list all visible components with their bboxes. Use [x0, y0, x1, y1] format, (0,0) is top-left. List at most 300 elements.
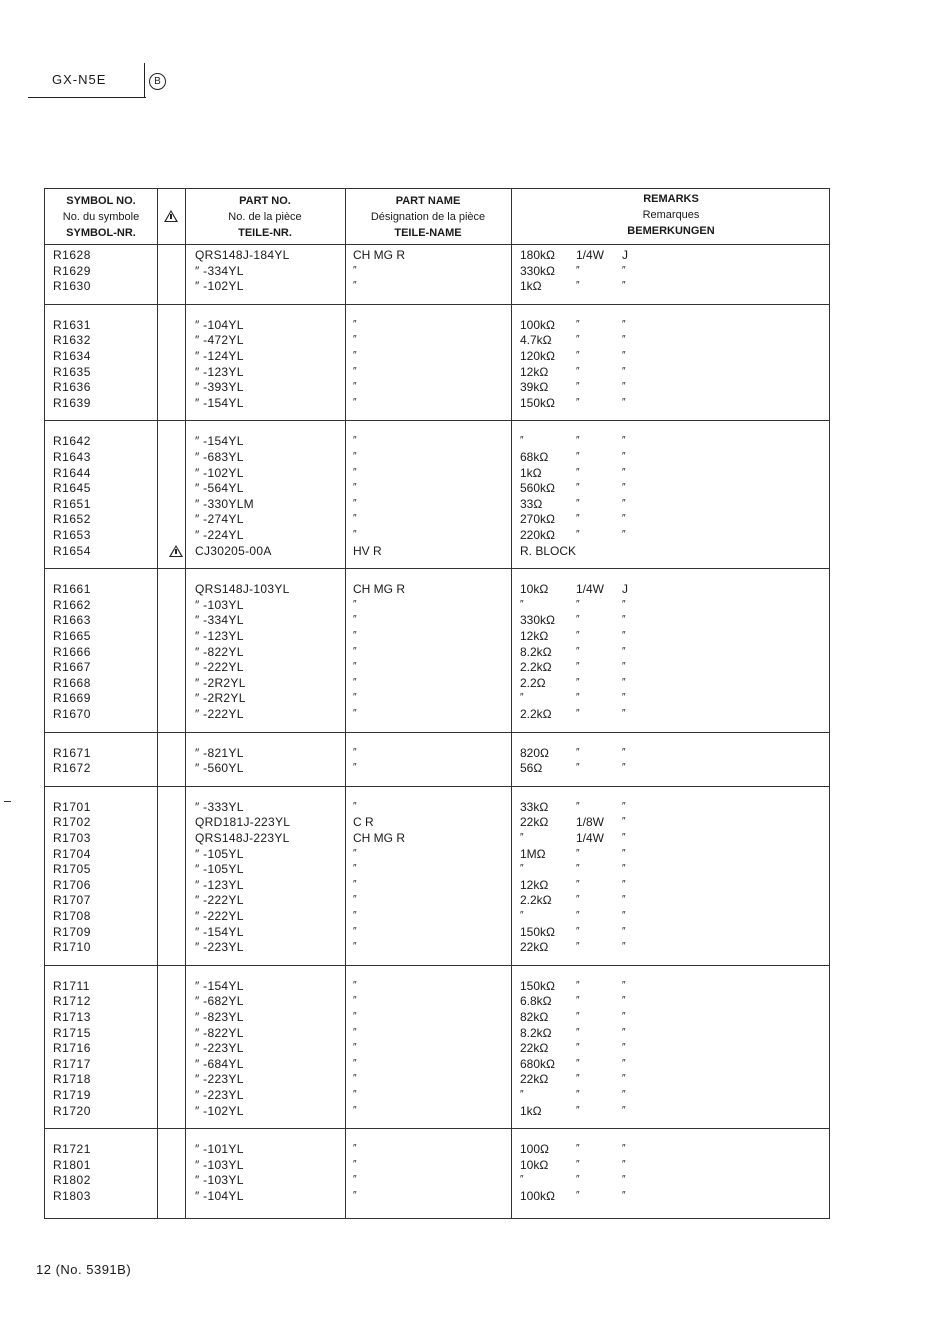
part-no-cell: ″ -101YL: [195, 1142, 244, 1157]
power-cell: ″: [576, 925, 580, 937]
symbol-cell: R1645: [53, 481, 91, 496]
power-cell: ″: [576, 1089, 580, 1100]
part-no-cell: ″ -154YL: [195, 434, 244, 449]
symbol-cell: R1630: [53, 279, 91, 294]
tolerance-cell: ″: [622, 995, 626, 1007]
part-no-cell: ″ -103YL: [195, 1173, 244, 1188]
table-row: [45, 1056, 831, 1072]
symbol-cell: R1672: [53, 761, 91, 776]
value-cell: 180kΩ: [520, 248, 555, 262]
symbol-cell: R1669: [53, 691, 91, 706]
tolerance-cell: ″: [622, 1057, 626, 1069]
part-name-cell: ″: [353, 598, 357, 610]
table-row: [45, 628, 831, 644]
tolerance-cell: ″: [622, 661, 626, 673]
model-underline: [28, 97, 146, 98]
part-no-cell: ″ -333YL: [195, 799, 244, 814]
group-divider-line: [45, 420, 829, 421]
part-name-cell: ″: [353, 513, 357, 525]
tolerance-cell: ″: [622, 692, 626, 704]
value-cell: 4.7kΩ: [520, 333, 552, 348]
part-no-cell: ″ -105YL: [195, 862, 244, 877]
value-cell: ″: [520, 692, 524, 704]
tolerance-cell: ″: [622, 334, 626, 346]
tolerance-cell: J: [622, 582, 628, 597]
tolerance-cell: ″: [622, 280, 626, 292]
tolerance-cell: ″: [622, 708, 626, 719]
tolerance-cell: ″: [622, 497, 626, 509]
power-cell: 1/8W: [576, 815, 605, 830]
power-cell: ″: [576, 863, 580, 875]
part-name-cell: ″: [353, 318, 357, 330]
table-row: [45, 364, 831, 380]
value-cell: 2.2Ω: [520, 675, 546, 690]
power-cell: 1/4W: [576, 831, 605, 845]
group-divider-line: [45, 568, 829, 569]
symbol-cell: R1715: [53, 1025, 91, 1040]
part-no-cell: ″ -223YL: [195, 1041, 244, 1056]
tolerance-cell: ″: [622, 482, 626, 494]
part-name-cell: ″: [353, 334, 357, 346]
value-cell: 1kΩ: [520, 465, 542, 480]
tolerance-cell: ″: [622, 1073, 626, 1085]
part-name-cell: ″: [353, 1104, 357, 1116]
symbol-cell: R1651: [53, 496, 91, 511]
part-no-cell: ″ -223YL: [195, 1072, 244, 1087]
symbol-cell: R1628: [53, 248, 91, 262]
symbol-cell: R1670: [53, 707, 91, 721]
value-cell: 2.2kΩ: [520, 707, 552, 721]
power-cell: ″: [576, 800, 580, 812]
table-row: [45, 247, 831, 263]
table-row: [45, 760, 831, 776]
value-cell: 150kΩ: [520, 395, 555, 410]
table-row: [45, 993, 831, 1009]
power-cell: ″: [576, 1143, 580, 1155]
part-name-cell: ″: [353, 350, 357, 361]
symbol-cell: R1666: [53, 644, 91, 659]
part-no-cell: ″ -223YL: [195, 940, 244, 955]
part-no-cell: ″ -821YL: [195, 745, 244, 760]
part-no-cell: ″ -103YL: [195, 1157, 244, 1172]
table-row: [45, 433, 831, 449]
table-row: [45, 465, 831, 481]
power-cell: ″: [576, 1026, 580, 1038]
symbol-cell: R1718: [53, 1072, 91, 1087]
power-cell: ″: [576, 1042, 580, 1054]
power-cell: ″: [576, 847, 580, 859]
part-name-cell: ″: [353, 941, 357, 953]
value-cell: 6.8kΩ: [520, 994, 552, 1009]
tolerance-cell: ″: [622, 1104, 626, 1116]
table-row: [45, 1188, 831, 1204]
group-divider-line: [45, 304, 829, 305]
symbol-cell: R1716: [53, 1041, 91, 1056]
group-divider-line: [45, 965, 829, 966]
part-name-cell: ″: [353, 692, 357, 704]
table-row: [45, 939, 831, 955]
parts-list-table: [44, 188, 830, 1219]
symbol-cell: R1654: [53, 543, 91, 558]
part-name-cell: ″: [353, 645, 357, 657]
table-row: [45, 877, 831, 893]
part-no-cell: ″ -123YL: [195, 364, 244, 379]
table-row: [45, 1071, 831, 1087]
symbol-cell: R1639: [53, 395, 91, 410]
safety-warning-icon: [169, 545, 183, 557]
value-cell: ″: [520, 1174, 524, 1186]
table-row: [45, 317, 831, 333]
symbol-cell: R1706: [53, 877, 91, 892]
part-name-cell: C R: [353, 815, 374, 830]
table-row: [45, 675, 831, 691]
symbol-cell: R1635: [53, 364, 91, 379]
table-row: [45, 1087, 831, 1103]
power-cell: ″: [576, 365, 580, 377]
column-header-part-name: PART NAME Désignation de la pièce TEILE-NAME: [370, 195, 486, 239]
power-cell: ″: [576, 878, 580, 890]
tolerance-cell: ″: [622, 762, 626, 774]
part-no-cell: ″ -683YL: [195, 450, 244, 464]
power-cell: ″: [576, 1174, 580, 1186]
header-divider-line: [45, 244, 829, 245]
symbol-cell: R1719: [53, 1088, 91, 1102]
value-cell: 270kΩ: [520, 512, 555, 527]
value-cell: 100kΩ: [520, 317, 555, 332]
power-cell: ″: [576, 630, 580, 641]
part-name-cell: ″: [353, 894, 357, 906]
power-cell: ″: [576, 614, 580, 626]
group-divider-line: [45, 732, 829, 733]
value-cell: 33Ω: [520, 496, 543, 511]
tolerance-cell: ″: [622, 832, 626, 843]
symbol-cell: R1721: [53, 1142, 91, 1157]
power-cell: ″: [576, 645, 580, 657]
value-cell: 39kΩ: [520, 380, 549, 395]
part-name-cell: ″: [353, 614, 357, 626]
table-row: [45, 814, 831, 830]
tolerance-cell: ″: [622, 863, 626, 875]
power-cell: ″: [576, 762, 580, 774]
part-no-cell: ″ -822YL: [195, 1025, 244, 1040]
value-cell: 2.2kΩ: [520, 660, 552, 675]
table-row: [45, 278, 831, 294]
table-row: [45, 597, 831, 613]
power-cell: ″: [576, 513, 580, 525]
value-cell: ″: [520, 863, 524, 875]
part-name-cell: ″: [353, 1026, 357, 1038]
table-row: [45, 830, 831, 846]
part-no-cell: ″ -334YL: [195, 613, 244, 628]
value-cell: 220kΩ: [520, 528, 555, 542]
margin-mark: [4, 801, 11, 802]
part-name-cell: ″: [353, 746, 357, 758]
symbol-cell: R1713: [53, 1010, 91, 1024]
tolerance-cell: ″: [622, 318, 626, 330]
tolerance-cell: ″: [622, 1042, 626, 1054]
part-no-cell: ″ -2R2YL: [195, 691, 246, 706]
column-header-part-no: PART NO. No. de la pièce TEILE-NR.: [228, 195, 302, 239]
value-cell: 120kΩ: [520, 349, 555, 363]
power-cell: ″: [576, 708, 580, 719]
value-cell: R. BLOCK: [520, 543, 577, 558]
part-no-cell: ″ -154YL: [195, 978, 244, 993]
tolerance-cell: ″: [622, 381, 626, 393]
tolerance-cell: ″: [622, 1026, 626, 1038]
header-divider: [144, 63, 145, 98]
symbol-cell: R1705: [53, 862, 91, 877]
value-cell: ″: [520, 910, 524, 921]
power-cell: ″: [576, 1158, 580, 1170]
table-row: [45, 892, 831, 908]
part-no-cell: QRS148J-184YL: [195, 248, 290, 262]
table-row: [45, 1040, 831, 1056]
power-cell: ″: [576, 350, 580, 361]
value-cell: 820Ω: [520, 745, 549, 760]
table-row: [45, 332, 831, 348]
value-cell: 33kΩ: [520, 799, 549, 814]
power-cell: 1/4W: [576, 248, 605, 262]
table-row: [45, 644, 831, 660]
model-number: GX-N5E: [52, 72, 107, 87]
tolerance-cell: ″: [622, 350, 626, 361]
part-name-cell: ″: [353, 995, 357, 1007]
part-no-cell: ″ -2R2YL: [195, 675, 246, 690]
tolerance-cell: ″: [622, 746, 626, 758]
power-cell: ″: [576, 280, 580, 292]
part-no-cell: QRS148J-223YL: [195, 831, 290, 845]
part-no-cell: ″ -104YL: [195, 317, 244, 332]
group-divider-line: [45, 1128, 829, 1129]
table-row: [45, 496, 831, 512]
part-name-cell: ″: [353, 661, 357, 673]
tolerance-cell: ″: [622, 513, 626, 525]
part-name-cell: CH MG R: [353, 831, 405, 845]
part-no-cell: ″ -123YL: [195, 629, 244, 643]
part-name-cell: ″: [353, 676, 357, 688]
power-cell: 1/4W: [576, 582, 605, 597]
part-no-cell: ″ -224YL: [195, 528, 244, 542]
value-cell: 82kΩ: [520, 1010, 549, 1024]
symbol-cell: R1802: [53, 1173, 91, 1188]
symbol-cell: R1701: [53, 799, 91, 814]
tolerance-cell: ″: [622, 435, 626, 447]
tolerance-cell: ″: [622, 1011, 626, 1022]
tolerance-cell: ″: [622, 1174, 626, 1186]
table-row: [45, 846, 831, 862]
symbol-cell: R1642: [53, 434, 91, 449]
tolerance-cell: ″: [622, 630, 626, 641]
part-no-cell: ″ -154YL: [195, 395, 244, 410]
region-mark-badge: B: [149, 73, 166, 90]
tolerance-cell: ″: [622, 816, 626, 828]
part-no-cell: ″ -564YL: [195, 481, 244, 496]
value-cell: ″: [520, 832, 524, 843]
part-name-cell: ″: [353, 863, 357, 875]
power-cell: ″: [576, 692, 580, 704]
part-no-cell: ″ -472YL: [195, 333, 244, 348]
part-name-cell: ″: [353, 1011, 357, 1022]
tolerance-cell: ″: [622, 529, 626, 540]
symbol-cell: R1720: [53, 1103, 91, 1118]
power-cell: ″: [576, 334, 580, 346]
value-cell: ″: [520, 1089, 524, 1100]
column-header-remarks: REMARKS Remarques BEMERKUNGEN: [627, 193, 715, 237]
part-name-cell: CH MG R: [353, 248, 405, 262]
table-row: [45, 379, 831, 395]
part-no-cell: ″ -222YL: [195, 707, 244, 721]
part-no-cell: ″ -823YL: [195, 1010, 244, 1024]
value-cell: 1kΩ: [520, 1103, 542, 1118]
part-name-cell: ″: [353, 529, 357, 540]
part-no-cell: ″ -334YL: [195, 263, 244, 278]
value-cell: 560kΩ: [520, 481, 555, 496]
value-cell: 22kΩ: [520, 940, 549, 955]
symbol-cell: R1712: [53, 994, 91, 1009]
part-no-cell: ″ -393YL: [195, 380, 244, 395]
value-cell: 680kΩ: [520, 1056, 555, 1071]
table-row: [45, 348, 831, 364]
power-cell: ″: [576, 482, 580, 494]
table-row: [45, 449, 831, 465]
table-row: [45, 1141, 831, 1157]
table-row: [45, 511, 831, 527]
tolerance-cell: ″: [622, 847, 626, 859]
part-no-cell: ″ -274YL: [195, 512, 244, 527]
power-cell: ″: [576, 598, 580, 610]
table-row: [45, 861, 831, 877]
power-cell: ″: [576, 1190, 580, 1201]
column-header-symbol: SYMBOL NO. No. du symbole SYMBOL-NR.: [62, 195, 140, 239]
symbol-cell: R1710: [53, 940, 91, 955]
part-name-cell: HV R: [353, 543, 382, 558]
power-cell: ″: [576, 1057, 580, 1069]
value-cell: 1kΩ: [520, 279, 542, 294]
part-name-cell: ″: [353, 280, 357, 292]
part-no-cell: ″ -102YL: [195, 1103, 244, 1118]
part-no-cell: ″ -123YL: [195, 877, 244, 892]
part-no-cell: ″ -102YL: [195, 279, 244, 294]
tolerance-cell: ″: [622, 598, 626, 610]
symbol-cell: R1662: [53, 597, 91, 612]
part-no-cell: ″ -682YL: [195, 994, 244, 1009]
tolerance-cell: ″: [622, 466, 626, 478]
power-cell: ″: [576, 451, 580, 462]
tolerance-cell: ″: [622, 925, 626, 937]
part-no-cell: ″ -822YL: [195, 644, 244, 659]
part-name-cell: ″: [353, 800, 357, 812]
value-cell: 12kΩ: [520, 629, 549, 643]
power-cell: ″: [576, 396, 580, 408]
symbol-cell: R1665: [53, 629, 91, 643]
part-name-cell: ″: [353, 435, 357, 447]
part-no-cell: ″ -684YL: [195, 1056, 244, 1071]
power-cell: ″: [576, 746, 580, 758]
value-cell: 22kΩ: [520, 815, 549, 830]
part-no-cell: ″ -222YL: [195, 909, 244, 923]
symbol-cell: R1702: [53, 815, 91, 830]
value-cell: 8.2kΩ: [520, 1025, 552, 1040]
part-name-cell: ″: [353, 396, 357, 408]
power-cell: ″: [576, 894, 580, 906]
table-row: [45, 1157, 831, 1173]
tolerance-cell: ″: [622, 1143, 626, 1155]
part-name-cell: ″: [353, 466, 357, 478]
part-name-cell: ″: [353, 1073, 357, 1085]
symbol-cell: R1632: [53, 333, 91, 348]
value-cell: ″: [520, 598, 524, 610]
value-cell: 8.2kΩ: [520, 644, 552, 659]
symbol-cell: R1708: [53, 909, 91, 923]
symbol-cell: R1711: [53, 978, 90, 993]
symbol-cell: R1704: [53, 846, 91, 861]
tolerance-cell: ″: [622, 264, 626, 276]
table-row: [45, 1172, 831, 1188]
table-row: [45, 706, 831, 722]
symbol-cell: R1707: [53, 893, 91, 908]
part-name-cell: ″: [353, 878, 357, 890]
tolerance-cell: ″: [622, 1089, 626, 1100]
power-cell: ″: [576, 1104, 580, 1116]
value-cell: 10kΩ: [520, 1157, 549, 1172]
symbol-cell: R1667: [53, 660, 91, 675]
part-name-cell: ″: [353, 762, 357, 774]
symbol-cell: R1671: [53, 745, 91, 760]
group-divider-line: [45, 786, 829, 787]
tolerance-cell: ″: [622, 676, 626, 688]
page-footer: 12 (No. 5391B): [36, 1262, 132, 1277]
value-cell: 100kΩ: [520, 1189, 555, 1203]
power-cell: ″: [576, 466, 580, 478]
part-no-cell: ″ -223YL: [195, 1088, 244, 1102]
value-cell: 10kΩ: [520, 582, 549, 597]
power-cell: ″: [576, 264, 580, 276]
table-row: [45, 263, 831, 279]
symbol-cell: R1643: [53, 450, 91, 464]
safety-warning-icon: [164, 210, 178, 222]
power-cell: ″: [576, 676, 580, 688]
part-no-cell: QRD181J-223YL: [195, 815, 291, 830]
value-cell: 1MΩ: [520, 846, 546, 861]
symbol-cell: R1636: [53, 380, 91, 395]
symbol-cell: R1668: [53, 675, 91, 690]
power-cell: ″: [576, 497, 580, 509]
part-name-cell: ″: [353, 925, 357, 937]
part-name-cell: ″: [353, 1057, 357, 1069]
symbol-cell: R1661: [53, 582, 91, 597]
part-name-cell: ″: [353, 708, 357, 719]
tolerance-cell: ″: [622, 979, 626, 991]
part-name-cell: ″: [353, 847, 357, 859]
part-no-cell: CJ30205-00A: [195, 543, 272, 558]
tolerance-cell: ″: [622, 941, 626, 953]
value-cell: 12kΩ: [520, 877, 549, 892]
symbol-cell: R1801: [53, 1157, 91, 1172]
part-no-cell: QRS148J-103YL: [195, 582, 290, 597]
part-no-cell: ″ -222YL: [195, 660, 244, 675]
table-row: [45, 1103, 831, 1119]
value-cell: 100Ω: [520, 1142, 549, 1157]
tolerance-cell: ″: [622, 910, 626, 921]
tolerance-cell: ″: [622, 365, 626, 377]
power-cell: ″: [576, 318, 580, 330]
symbol-cell: R1717: [53, 1056, 91, 1071]
value-cell: 330kΩ: [520, 263, 555, 278]
symbol-cell: R1653: [53, 528, 91, 542]
value-cell: 150kΩ: [520, 978, 555, 993]
power-cell: ″: [576, 1073, 580, 1085]
table-row: [45, 581, 831, 597]
